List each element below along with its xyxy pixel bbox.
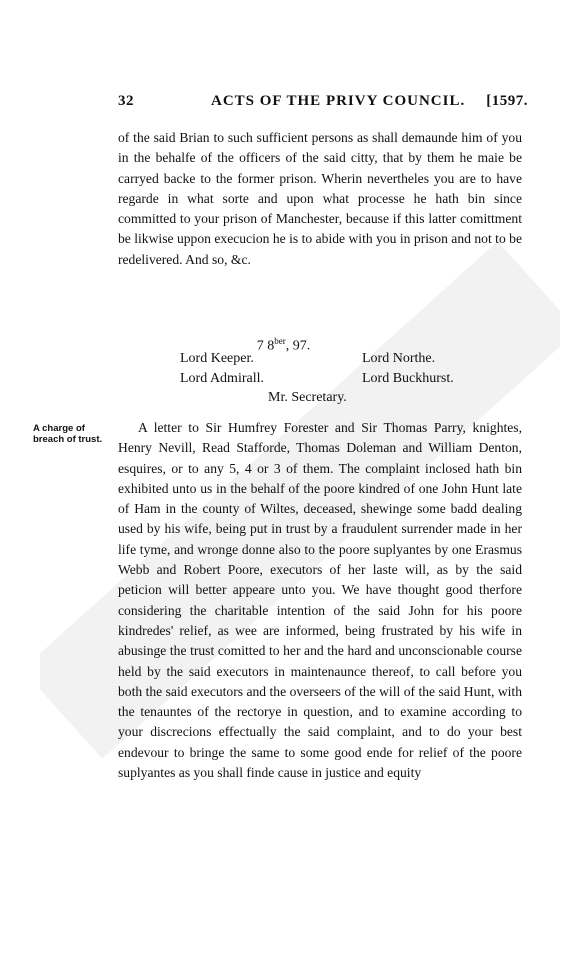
- paragraph-continuation: of the said Brian to such sufficient persons as shall demaunde him of you in the behalfe of the officers of the said citty, that by them he maie be carryed backe to the former prison. Wherin nevertheles you are to have regarde in what sorte and upon what processe he hath bin since committed to your prison of Manchester, because if this latter comittment be likwise uppon execucion he is to abide with you in prison and not to be redelivered. And so, &c.: [118, 130, 522, 267]
- date-superscript: ber: [274, 336, 286, 346]
- paragraph-letter: A letter to Sir Humfrey Forester and Sir Thomas Parry, knightes, Henry Nevill, Read Stafforde, Thomas Doleman and William Denton, esquires, or to any 5, 4 or 3 of them. The complaint inclosed hath bin exhibited unto us in the behalf of the poore kindred of one John Hunt late of Ham in the county of Wiltes, deceased, shewinge some badd dealing used by his wife, being put in trust by a fraudulent surrender made in her life tyme, and wronge donne also to the poore suplyantes by one Erasmus Webb and Robert Poore, executors of her laste will, as by the said peticion will better appeare unto you. We have thought good therfore considering the charitable intention of the said John for his poore kindredes' relief, as wee are informed, being frustrated by his wife in abusinge the trust comitted to her and the hard and unconscionable course held by the said executors in maintenaunce thereof, to call before you both the said executors and the overseers of the will of the said Hunt, with the tenauntes of the rectorye in question, and to examine according to your discrecions effectually the said complaint, and to do your best endevour to bringe the same to some good ende for relief of the poore suplyantes as you shall finde cause in justice and equity: [118, 420, 522, 781]
- date-suffix: , 97.: [285, 338, 311, 354]
- attendee-lord-admirall: Lord Admirall.: [180, 371, 264, 386]
- page-number: 32: [118, 93, 134, 109]
- running-header: [118, 93, 528, 115]
- attendee-lord-northe: Lord Northe.: [362, 351, 436, 366]
- attendee-lord-buckhurst: Lord Buckhurst.: [362, 371, 454, 386]
- session-date: [0, 336, 567, 355]
- running-title: ACTS OF THE PRIVY COUNCIL.: [211, 93, 466, 109]
- margin-note: A charge of breach of trust.: [33, 423, 103, 445]
- attendee-lord-keeper: Lord Keeper.: [180, 351, 254, 366]
- attendee-mr-secretary: Mr. Secretary.: [268, 390, 347, 405]
- date-prefix: 7 8: [256, 338, 275, 354]
- running-year: [1597.: [486, 93, 528, 109]
